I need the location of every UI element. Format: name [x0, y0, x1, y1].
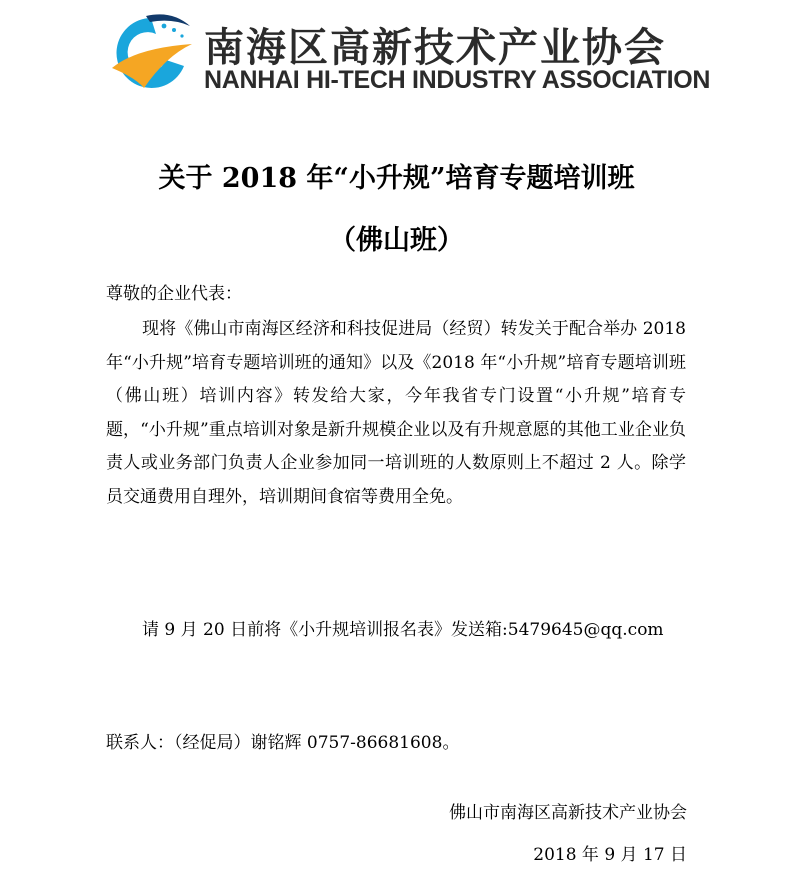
body-paragraph-2 [106, 614, 686, 648]
signature-date: 2018 年 9 月 17 日 [533, 845, 687, 865]
org-name-en: NANHAI HI-TECH INDUSTRY ASSOCIATION [204, 66, 711, 94]
contact-line: 联系人：（经促局）谢铭辉 0757-86681608。 [106, 733, 460, 753]
document-title: 关于 2018 年“小升规”培育专题培训班 [158, 163, 635, 194]
paragraph-1-text: 现将《佛山市南海区经济和科技促进局（经贸）转发关于配合举办 2018 年“小升规”培育专题培训班的通知》以及《2018 年“小升规”培育专题培训班（佛山班）培训内容》转发给大家，今年我省专门设置“小升规”培育专题，“小升规”重点培训对象是新升规模企业以及有升规意愿的其他工业企业负责人或业务部门负责人企业参加同一培训班的人数原则上不超过 2 人。除学员交通费用自理外，培训期间食宿等费用全免。 [106, 319, 686, 507]
signature-organization: 佛山市南海区高新技术产业协会 [449, 803, 687, 823]
association-logo-icon [106, 8, 196, 96]
salutation: 尊敬的企业代表： [106, 284, 242, 304]
document-subtitle: （佛山班） [329, 225, 464, 256]
body-paragraph-1 [106, 313, 686, 514]
letterhead [106, 8, 716, 100]
org-name-cn: 南海区高新技术产业协会 [204, 25, 666, 71]
paragraph-2-text: 请 9 月 20 日前将《小升规培训报名表》发送箱:5479645@qq.com [142, 620, 664, 640]
